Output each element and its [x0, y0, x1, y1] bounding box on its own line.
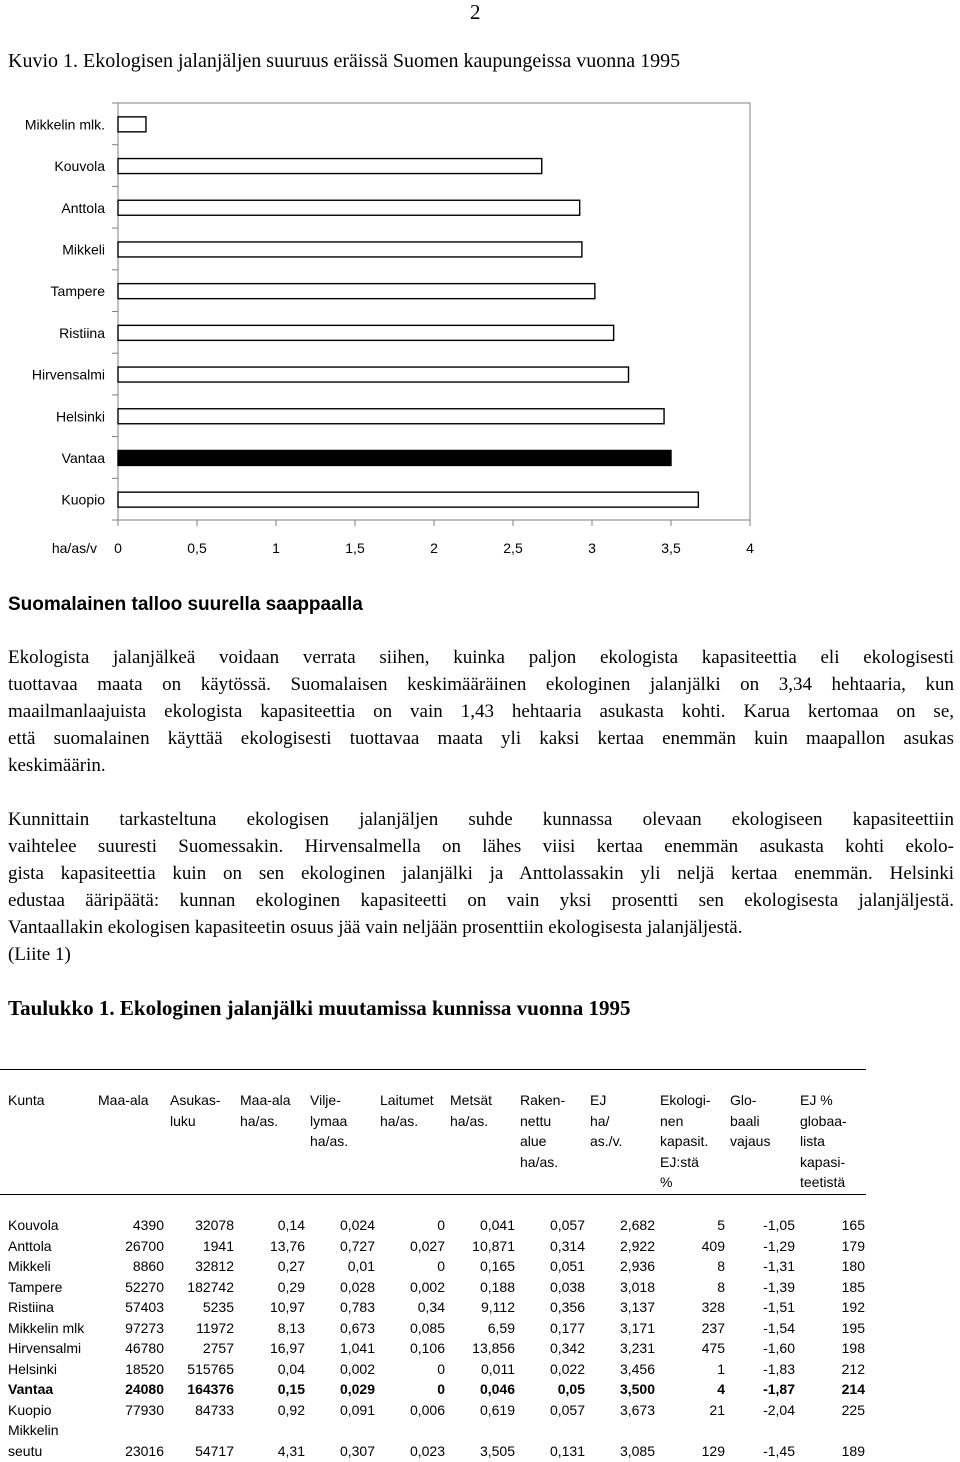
table-row: [0, 1420, 868, 1461]
table-cell: 13,76: [269, 1237, 305, 1254]
table-cell: 212: [841, 1360, 865, 1377]
table-cell: 0,165: [479, 1258, 515, 1274]
table-cell: 2757: [202, 1340, 234, 1356]
column-header-line: lista: [800, 1133, 825, 1149]
paragraph-line: gista kapasiteettia kuin on sen ekologinen jalanjälki ja Anttolassakin yli neljä kertaa enemmän. Helsinki: [8, 863, 954, 884]
table-cell: 2,922: [619, 1237, 655, 1254]
table-cell: 21: [709, 1401, 725, 1418]
table-cell: 0,188: [479, 1278, 515, 1295]
column-header-line: vajaus: [730, 1133, 771, 1149]
column-header-line: ha/as.: [310, 1133, 349, 1149]
table-cell: 8860: [132, 1258, 164, 1274]
table-cell: 57403: [125, 1299, 164, 1315]
table-cell: 3,085: [619, 1442, 655, 1459]
table-cell: 129: [701, 1442, 725, 1459]
table-cell: 198: [841, 1340, 865, 1356]
paragraph-line: Vantaallakin ekologisen kapasiteetin osuus jää vain neljään prosenttiin ekologisesta jalanjäljestä.: [8, 917, 743, 938]
column-header-line: nen: [660, 1112, 684, 1129]
table-cell: 0,024: [339, 1217, 375, 1233]
table-cell: 2,682: [619, 1217, 655, 1233]
table-cell: 409: [701, 1237, 725, 1254]
row-label: Anttola: [8, 1237, 52, 1254]
paragraph-footprint-intro: [8, 644, 954, 779]
category-label: Tampere: [50, 283, 105, 300]
table-cell: 5235: [202, 1299, 234, 1315]
column-header-line: EJ: [590, 1092, 607, 1108]
table-cell: 6,59: [487, 1319, 515, 1336]
bar-tampere: [118, 284, 595, 299]
table-cell: 0,15: [277, 1381, 305, 1397]
column-header-line: ha/: [590, 1112, 610, 1129]
bar-anttola: [118, 200, 580, 215]
column-header-line: Vilje-: [310, 1092, 341, 1108]
category-label: Kuopio: [61, 491, 105, 508]
column-header-line: Raken-: [520, 1092, 566, 1108]
table-cell: 0,27: [277, 1258, 305, 1274]
table-cell: 3,171: [619, 1319, 655, 1336]
x-tick-label: 4: [746, 540, 754, 556]
table-cell: 475: [701, 1340, 725, 1356]
table-cell: 0,091: [339, 1401, 375, 1418]
table-cell: 0,131: [549, 1442, 585, 1459]
paragraph-line: edustaa ääripäätä: kunnan ekologinen kapasiteetti on vain yksi prosentti sen ekologisesta jalanjäljestä.: [8, 890, 954, 911]
footprint-bar-chart: [0, 100, 960, 570]
row-label: Helsinki: [8, 1360, 58, 1377]
column-header: [8, 1090, 45, 1111]
table-cell: 0,314: [549, 1237, 585, 1254]
table-cell: 0,006: [409, 1401, 445, 1418]
table-cell: 16,97: [269, 1340, 305, 1356]
table-cell: 0: [437, 1217, 445, 1233]
table-cell: 214: [841, 1381, 865, 1397]
table-cell: 0,028: [339, 1278, 375, 1295]
table-cell: 0,783: [339, 1299, 375, 1315]
category-label: Mikkelin mlk.: [24, 116, 105, 133]
category-label: Anttola: [61, 199, 105, 216]
table-cell: 164376: [187, 1381, 234, 1397]
row-label: Mikkelin mlk: [8, 1319, 85, 1336]
column-header: [590, 1090, 622, 1152]
paragraph-line: että suomalainen käyttää ekologisesti tuottavaa maata yli kaksi kertaa enemmän kuin maapallon asukas: [8, 728, 954, 749]
table-cell: 515765: [187, 1360, 234, 1377]
category-label: Kouvola: [54, 158, 105, 175]
table-row: [0, 1215, 868, 1236]
category-label: Hirvensalmi: [31, 366, 105, 383]
table-cell: 8: [717, 1278, 725, 1295]
table-row: [0, 1379, 868, 1400]
table-cell: 0,307: [339, 1442, 375, 1459]
table-cell: 13,856: [472, 1340, 515, 1356]
row-label: Mikkelin: [8, 1422, 59, 1438]
table-cell: 0,057: [549, 1217, 585, 1233]
table-cell: 0,057: [549, 1401, 585, 1418]
bar-mikkelin-mlk: [118, 117, 146, 132]
column-header-line: as./v.: [590, 1133, 623, 1149]
table-cell: 46780: [125, 1340, 164, 1356]
table-cell: 165: [841, 1217, 865, 1233]
table-cell: 0,29: [277, 1278, 305, 1295]
x-tick-label: 0,5: [187, 540, 207, 556]
table-cell: -1,60: [763, 1340, 795, 1356]
table-cell: 225: [841, 1401, 865, 1418]
table-cell: 0,002: [339, 1360, 375, 1377]
table-cell: 0,002: [409, 1278, 445, 1295]
table-cell: 8,13: [277, 1319, 305, 1336]
table-cell: 0,619: [479, 1401, 515, 1418]
category-label: Helsinki: [55, 408, 105, 425]
column-header: [450, 1090, 492, 1131]
column-header: [800, 1090, 847, 1193]
table-cell: 0,051: [549, 1258, 585, 1274]
table-cell: 10,871: [472, 1237, 515, 1254]
table-cell: 3,231: [619, 1340, 655, 1356]
table-cell: 3,137: [619, 1299, 655, 1315]
x-tick-label: 3,5: [661, 540, 681, 556]
table-cell: 237: [701, 1319, 725, 1336]
table-row: [0, 1318, 868, 1339]
table-cell: 192: [841, 1299, 865, 1315]
paragraph-municipal-comparison: [8, 806, 954, 968]
column-header-line: Laitumet: [380, 1092, 434, 1108]
table-cell: 1941: [202, 1237, 234, 1254]
figure-title: Kuvio 1. Ekologisen jalanjäljen suuruus eräissä Suomen kaupungeissa vuonna 1995: [8, 50, 681, 72]
paragraph-line: keskimäärin.: [8, 755, 106, 776]
column-header-line: Ekologi-: [660, 1092, 711, 1108]
table-cell: 0,01: [347, 1258, 375, 1274]
table-cell: 0,177: [549, 1319, 585, 1336]
table-cell: -1,54: [763, 1319, 795, 1336]
paragraph-line: Ekologista jalanjälkeä voidaan verrata siihen, kuinka paljon ekologista kapasiteettia eli ekologisesti: [8, 647, 954, 668]
table-cell: 0,038: [549, 1278, 585, 1295]
column-header-line: nettu: [520, 1112, 552, 1129]
column-header: [170, 1090, 221, 1131]
column-header-line: EJ %: [800, 1092, 833, 1108]
table-header-rule: [0, 1194, 866, 1195]
table-cell: 0,085: [409, 1319, 445, 1336]
table-row: [0, 1236, 868, 1257]
column-header-line: luku: [170, 1112, 196, 1129]
table-cell: 0,106: [409, 1340, 445, 1356]
row-label: Vantaa: [8, 1381, 54, 1397]
table-cell: 189: [841, 1442, 865, 1459]
paragraph-line: Kunnittain tarkasteltuna ekologisen jalanjäljen suhde kunnassa olevaan ekologiseen kapasiteettiin: [8, 809, 954, 830]
bar-kuopio: [118, 492, 698, 507]
table-cell: 0,041: [479, 1217, 515, 1233]
column-header-line: Maa-ala: [240, 1092, 291, 1108]
column-header-line: Asukas-: [170, 1092, 221, 1108]
table-cell: 328: [701, 1299, 725, 1315]
row-label: seutu: [8, 1442, 43, 1459]
bar-vantaa: [118, 450, 671, 465]
table-cell: 24080: [125, 1381, 164, 1397]
table-cell: 0,022: [549, 1360, 585, 1377]
table-cell: 32078: [195, 1217, 234, 1233]
bar-kouvola: [118, 159, 542, 174]
table-cell: 4: [717, 1381, 725, 1397]
table-row: [0, 1359, 868, 1380]
column-header-line: baali: [730, 1112, 760, 1129]
table-cell: 3,018: [619, 1278, 655, 1295]
row-label: Mikkeli: [8, 1258, 51, 1274]
table-cell: 3,673: [619, 1401, 655, 1418]
table-cell: 0,046: [479, 1381, 515, 1397]
table-cell: 54717: [195, 1442, 234, 1459]
table-cell: -1,29: [763, 1237, 795, 1254]
column-header: [520, 1090, 565, 1172]
table-cell: 0,727: [339, 1237, 375, 1254]
table-cell: -2,04: [763, 1401, 795, 1418]
column-header-line: kapasi-: [800, 1153, 846, 1170]
table-top-rule: [0, 1069, 866, 1070]
table-cell: 0,011: [481, 1360, 515, 1377]
table-cell: 2,936: [619, 1258, 655, 1274]
table-cell: 52270: [125, 1278, 164, 1295]
x-tick-label: 0: [114, 540, 122, 556]
bar-helsinki: [118, 409, 664, 424]
table-cell: -1,05: [763, 1217, 795, 1233]
table-cell: 0,673: [339, 1319, 375, 1336]
table-cell: 0,027: [409, 1237, 445, 1254]
table-cell: -1,51: [763, 1299, 795, 1315]
column-header-line: Metsät: [450, 1092, 493, 1108]
column-header-line: alue: [520, 1133, 547, 1149]
table-cell: 0,92: [277, 1401, 305, 1418]
table-row: [0, 1400, 868, 1421]
table-cell: 10,97: [269, 1299, 305, 1315]
table-cell: 11972: [196, 1319, 234, 1336]
column-header-line: Glo-: [730, 1092, 757, 1108]
table-cell: 3,500: [619, 1381, 655, 1397]
table-cell: 3,456: [619, 1360, 655, 1377]
table-cell: 9,112: [481, 1299, 515, 1315]
bar-ristiina: [118, 325, 614, 340]
table-row: [0, 1297, 868, 1318]
paragraph-line: maailmanlaajuista ekologista kapasiteettia on vain 1,43 hehtaaria asukasta kohti. Karua kertomaa on se,: [8, 701, 954, 722]
row-label: Hirvensalmi: [8, 1340, 82, 1356]
column-header-line: Kunta: [8, 1092, 45, 1108]
table-cell: 0,04: [277, 1360, 305, 1377]
bar-hirvensalmi: [118, 367, 628, 382]
category-label: Mikkeli: [62, 241, 105, 258]
bar-mikkeli: [118, 242, 582, 257]
column-header-line: ha/as.: [450, 1112, 489, 1129]
table-cell: 32812: [195, 1258, 234, 1274]
column-header: [310, 1090, 348, 1152]
table-row: [0, 1277, 868, 1298]
table-cell: 180: [841, 1258, 865, 1274]
table-cell: 0,029: [339, 1381, 375, 1397]
column-header-line: lymaa: [310, 1112, 348, 1129]
table-cell: 5: [717, 1217, 725, 1233]
table-cell: 23016: [125, 1442, 164, 1459]
axis-unit-label: ha/as/v: [51, 540, 97, 556]
column-header: [240, 1090, 291, 1131]
table-cell: 185: [841, 1278, 865, 1295]
x-tick-label: 2,5: [503, 540, 523, 556]
table-cell: 4390: [132, 1217, 164, 1233]
column-header-line: kapasit.: [660, 1133, 709, 1149]
table-cell: 0,356: [549, 1299, 585, 1315]
table-cell: 179: [841, 1237, 865, 1254]
row-label: Ristiina: [8, 1299, 54, 1315]
column-header-line: ha/as.: [520, 1153, 559, 1170]
table-cell: 0,34: [417, 1299, 445, 1315]
paragraph-line: (Liite 1): [8, 944, 71, 965]
column-header-line: %: [660, 1174, 673, 1190]
table-cell: 0: [437, 1360, 445, 1377]
table-cell: 1: [717, 1360, 725, 1377]
table-cell: 0,14: [277, 1217, 305, 1233]
table-cell: 77930: [125, 1401, 164, 1418]
row-label: Kouvola: [8, 1217, 59, 1233]
table-cell: 84733: [195, 1401, 234, 1418]
column-header: [98, 1090, 149, 1111]
paragraph-line: tuottavaa maata on käytössä. Suomalaisen keskimääräinen ekologinen jalanjälki on 3,34 hehtaaria, kun: [8, 674, 954, 695]
table-cell: 97273: [125, 1319, 164, 1336]
column-header-line: Maa-ala: [98, 1092, 149, 1108]
table-cell: 8: [717, 1258, 725, 1274]
paragraph-line: vaihtelee suuresti Suomessakin. Hirvensalmella on lähes viisi kertaa enemmän asukasta kohti ekolo-: [8, 836, 954, 857]
column-header-line: globaa-: [800, 1112, 847, 1129]
table-cell: 195: [841, 1319, 865, 1336]
table-cell: 18520: [125, 1360, 164, 1377]
column-header: [730, 1090, 770, 1152]
page-number: 2: [470, 0, 481, 24]
table-cell: 4,31: [277, 1442, 305, 1459]
table-cell: 0,05: [557, 1381, 585, 1397]
table-cell: 26700: [125, 1237, 164, 1254]
category-label: Vantaa: [61, 449, 105, 466]
table-cell: -1,31: [763, 1258, 795, 1274]
x-tick-label: 1: [272, 540, 280, 556]
table-cell: -1,39: [763, 1278, 795, 1295]
row-label: Tampere: [8, 1278, 63, 1295]
column-header-line: EJ:stä: [660, 1153, 699, 1170]
x-tick-label: 1,5: [345, 540, 365, 556]
column-header-line: ha/as.: [380, 1112, 419, 1129]
section-heading: Suomalainen talloo suurella saappaalla: [8, 594, 363, 615]
table-title: Taulukko 1. Ekologinen jalanjälki muutamissa kunnissa vuonna 1995: [8, 996, 631, 1020]
column-header: [660, 1090, 711, 1193]
table-cell: 3,505: [479, 1442, 515, 1459]
table-row: [0, 1338, 868, 1359]
x-tick-label: 3: [588, 540, 596, 556]
table-cell: -1,45: [763, 1442, 795, 1459]
category-label: Ristiina: [59, 324, 105, 341]
column-header-line: teetistä: [800, 1174, 846, 1190]
table-cell: 182742: [187, 1278, 234, 1295]
table-cell: -1,87: [763, 1381, 795, 1397]
table-row: [0, 1256, 868, 1277]
table-cell: 0,023: [409, 1442, 445, 1459]
table-cell: 0,342: [549, 1340, 585, 1356]
table-cell: 0: [437, 1258, 445, 1274]
column-header-line: ha/as.: [240, 1112, 279, 1129]
table-cell: -1,83: [763, 1360, 795, 1377]
table-cell: 1,041: [339, 1340, 375, 1356]
table-cell: 0: [437, 1381, 445, 1397]
x-tick-label: 2: [430, 540, 438, 556]
row-label: Kuopio: [8, 1401, 52, 1418]
column-header: [380, 1090, 434, 1131]
